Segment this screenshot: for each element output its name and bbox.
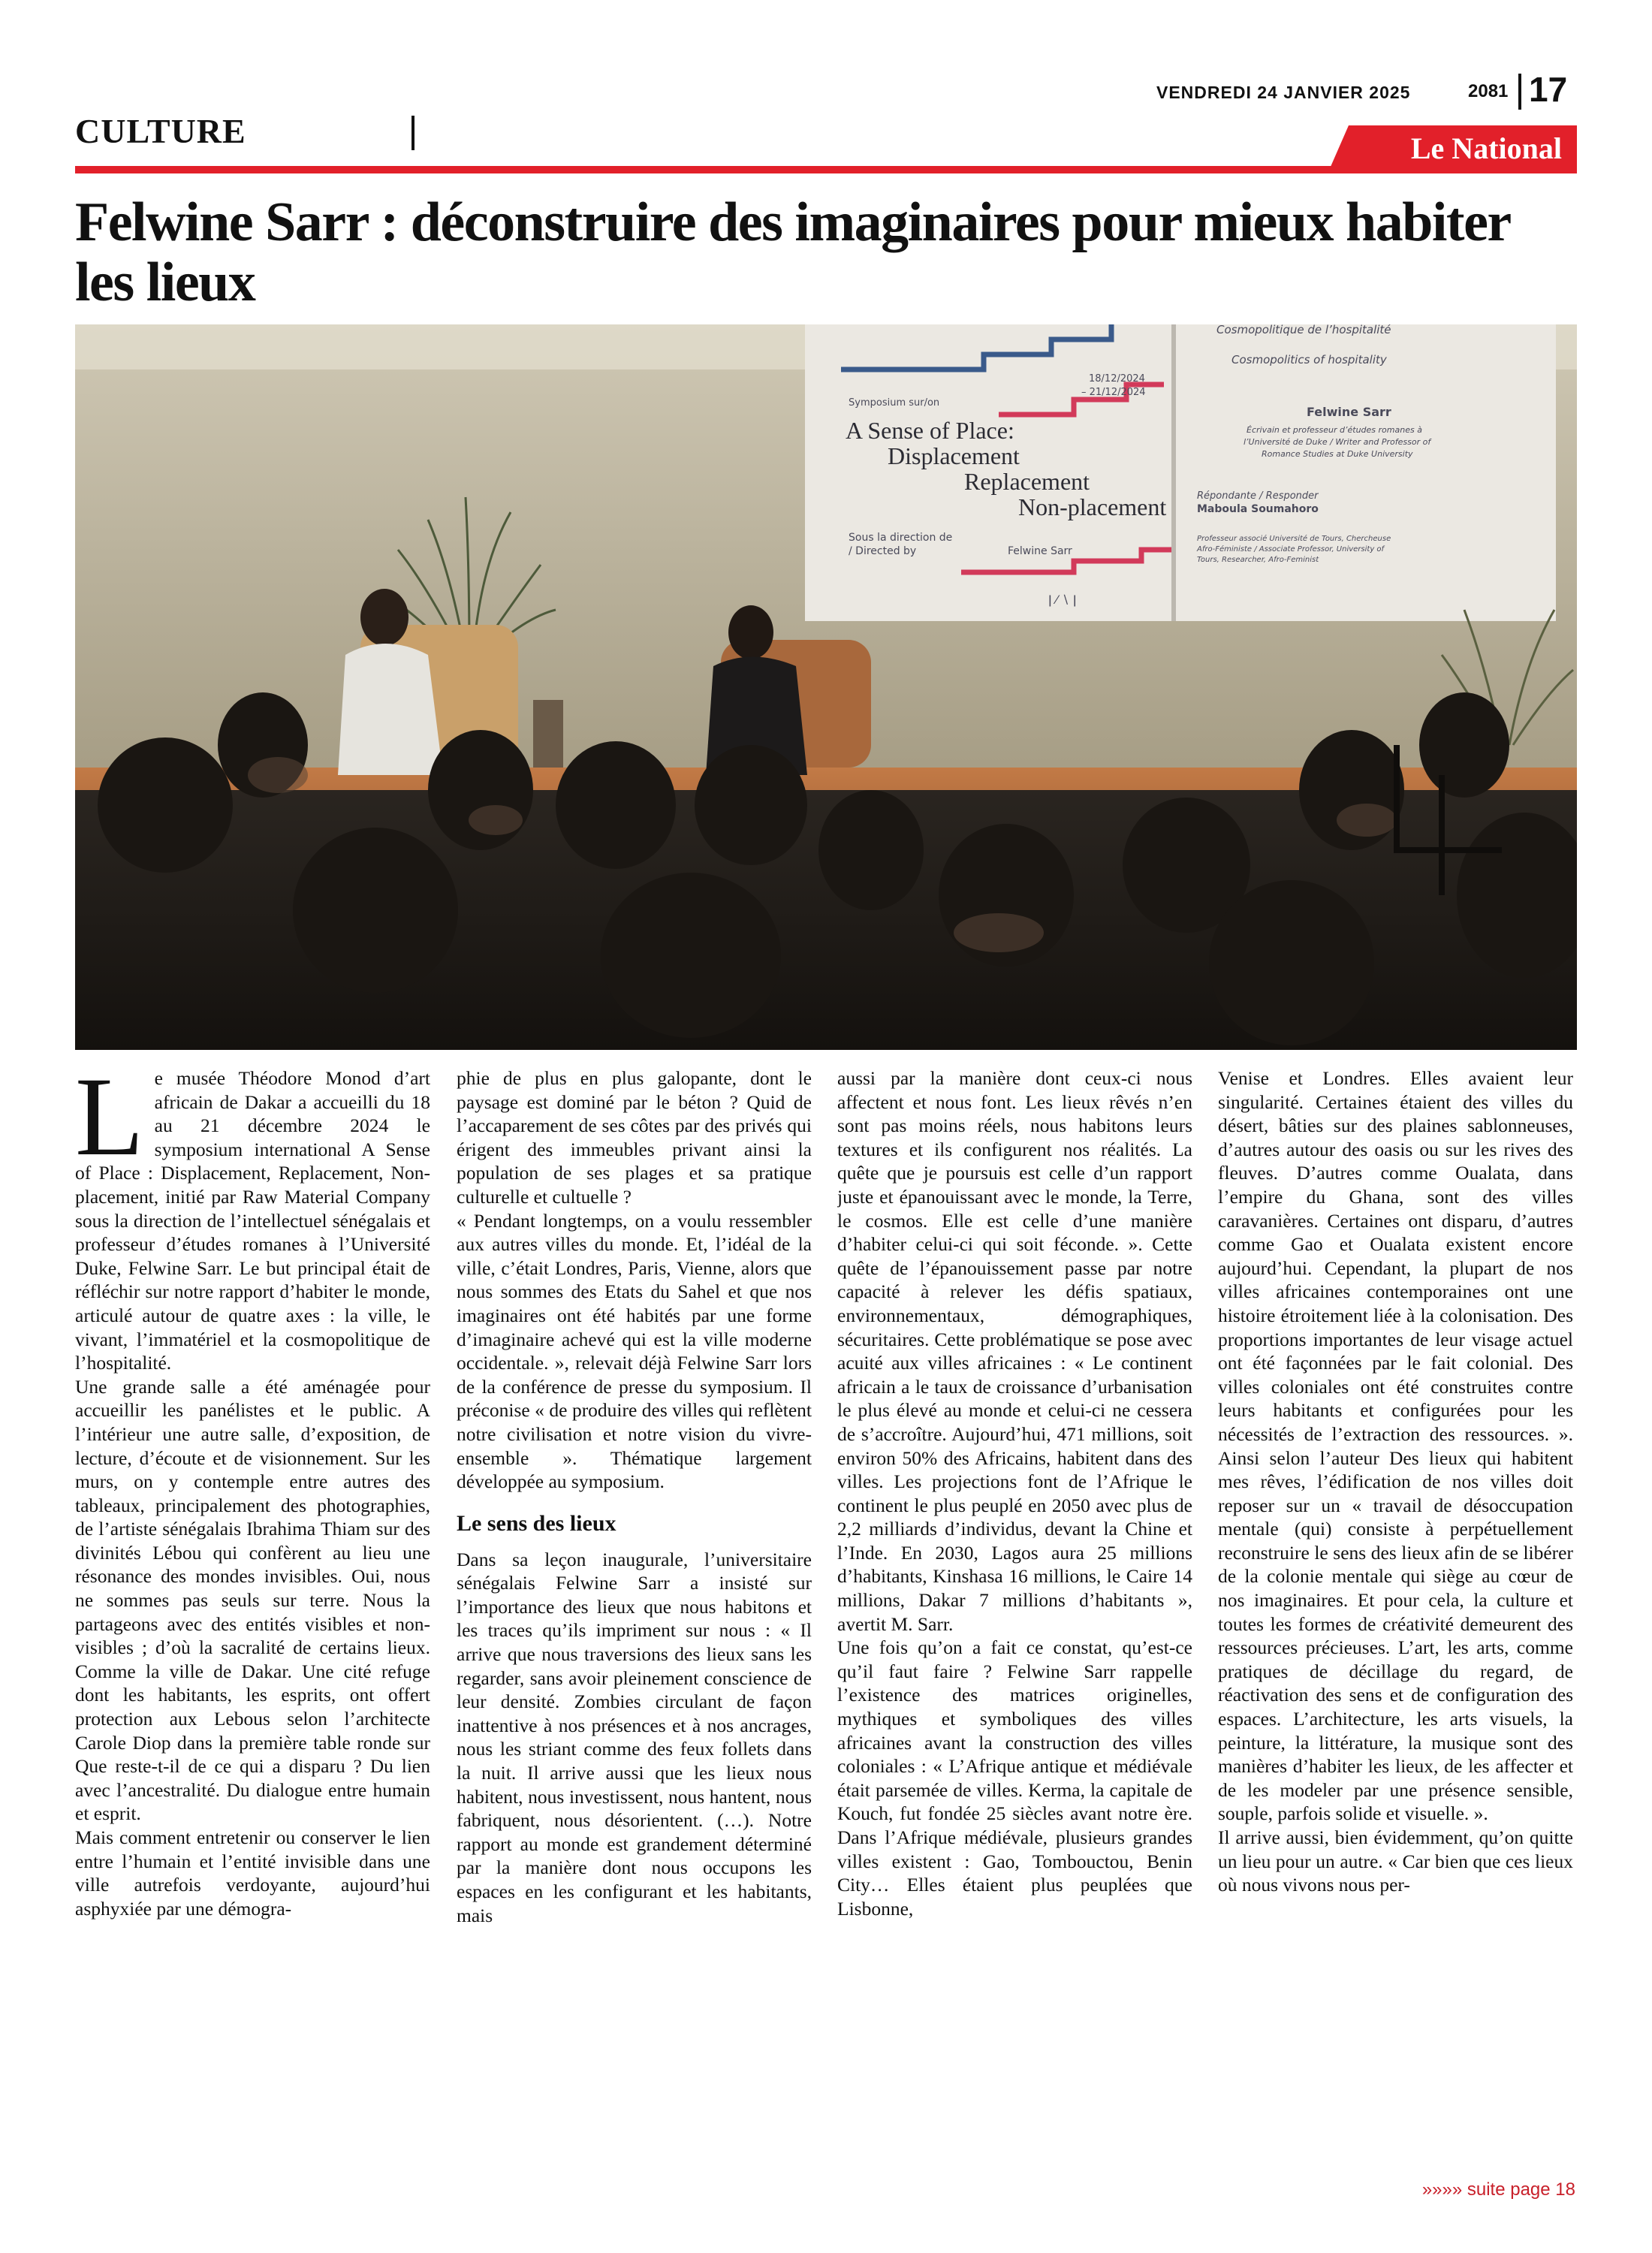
article-paragraph: Mais comment entretenir ou conserver le lien entre l’humain et l’entité invisible dans une ville autrefois verdoyante, aujourd’hui asphyxiée par une démogra- (75, 1826, 430, 1920)
drop-cap: L (75, 1066, 144, 1179)
slide-right-title-en: Cosmopolitics of hospitality (1231, 353, 1387, 366)
article-paragraph: Venise et Londres. Elles avaient leur singularité. Certaines étaient des villes du désert, bâties sur des plaines sablonneuses, d’autres autour des oasis ou sur les rives des fleuves. D’autres comme Oualata, dans l’empire du Ghana, sont des villes caravanières. Certaines ont disparu, d’autres comme Gao et Oualata existent encore aujourd’hui. Cependant, la plupart de nos villes africaines contemporaines ont une histoire étroitement liée à la colonisation. Des proportions importantes de leur visage actuel ont été façonnées par le fait colonial. Des villes coloniales ont été construites contre leurs habitants et configurées pour les nécessités de l’extraction des ressources. ». Ainsi selon l’auteur Des lieux qui habitent mes rêves, l’édification de nos villes doit reposer sur un « travail de désoccupation mentale (qui) consiste à perpétuellement reconstruire le sens des lieux afin de se libérer de la colonie mentale qui siège au cœur de nos imaginaires. Et pour cela, la culture et toutes les formes de créativité demeurent des ressources précieuses. L’art, les arts, comme pratiques de décillage du regard, de réactivation des sens et de configuration des espaces. L’architecture, les arts visuels, la peinture, la littérature, la musique sont des manières d’habiter les lieux, de les affecter et de les modeler par une présence sensible, souple, parfois solide et visuelle. ». (1218, 1067, 1573, 1825)
article-paragraph: Il arrive aussi, bien évidemment, qu’on quitte un lieu pour un autre. « Car bien que ces lieux où nous vivons nous per- (1218, 1826, 1573, 1896)
article-paragraph: Une grande salle a été aménagée pour accueillir les panélistes et le public. A l’intérieur une autre salle, d’exposition, de lecture, d’écoute et de visionnement. Sur les murs, on y contemple entre autres des tableaux, principalement des photographies, de l’artiste sénégalais Ibrahima Thiam sur des divinités Lébou qui confèrent au lieu une résonance des mondes invisibles. Oui, nous ne sommes pas seuls sur terre. Nous la partageons avec des entités visibles et non-visibles ; d’où la sacralité de certains lieux. Comme la ville de Dakar. Une cité refuge dont les habitants, les esprits, ont offert protection aux Lebous selon l’architecte Carole Diop dans la première table ronde sur Que reste-t-il de ce qui a disparu ? Du lien avec l’ancestralité. Du dialogue entre humain et esprit. (75, 1375, 430, 1825)
article-column-1 (75, 1066, 430, 2178)
slide-director-label-2: / Directed by (849, 545, 917, 557)
slide-speaker-desc-1: Écrivain et professeur d’études romanes à (1247, 425, 1422, 435)
slide-speaker-name: Felwine Sarr (1307, 405, 1391, 419)
issue-date: VENDREDI 24 JANVIER 2025 (1156, 83, 1411, 102)
page-number-divider (1518, 74, 1521, 110)
speaker-1-shirt (338, 644, 443, 775)
article-paragraph: Le musée Théodore Monod d’art africain de Dakar a accueilli du 18 au 21 décembre 2024 le symposium international A Sense of Place : Displacement, Replacement, Non-placement, initié par Raw Material Company sous la direction de l’intellectuel sénégalais et professeur d’études romanes à l’Université Duke, Felwine Sarr. Le but principal était de réfléchir sur notre rapport d’habiter le monde, articulé autour de quatre axes : la ville, le vivant, l’immatériel et la cosmopolitique de l’hospitalité. (75, 1066, 430, 1374)
side-table (533, 700, 563, 768)
speaker-1-head (360, 589, 408, 646)
slide-title-4: Non-placement (1018, 493, 1167, 520)
slide-respondent-desc-3: Tours, Researcher, Afro-Feminist (1197, 556, 1319, 564)
continuation-link[interactable]: »»»» suite page 18 (1421, 2179, 1575, 2200)
slide-speaker-desc-2: l’Université de Duke / Writer and Professor of (1244, 437, 1431, 447)
slide-respondent-name: Maboula Soumahoro (1197, 503, 1319, 515)
article-paragraph: Une fois qu’on a fait ce constat, qu’est-ce qu’il faut faire ? Felwine Sarr rappelle l’existence des matrices originelles, mythiques et symboliques des villes africaines avant la construction des villes coloniales : « L’Afrique antique et médiévale était parsemée de villes. Kerma, la capitale de Kouch, fut fondée 25 siècles avant notre ère. Dans l’Afrique médiévale, plusieurs grandes villes existent : Gao, Tombouctou, Benin City… Elles étaient plus peuplées que Lisbonne, (837, 1636, 1192, 1920)
article-column-3 (837, 1066, 1192, 2178)
slide-respondent-desc-2: Afro-Féministe / Associate Professor, University of (1197, 545, 1385, 553)
conference-scene (75, 324, 1577, 1050)
slide-title-1: A Sense of Place: (846, 417, 1014, 444)
slide-title-2: Displacement (888, 442, 1020, 469)
rubric-divider (411, 116, 415, 150)
slide-director-label-1: Sous la direction de (849, 532, 953, 544)
article-paragraph: Dans sa leçon inaugurale, l’universitaire sénégalais Felwine Sarr a insisté sur l’importance des lieux que nous habitons et les traces qu’ils impriment sur nous : « Il arrive que nous traversions des lieux sans les regarder, sans avoir pleinement conscience de leur densité. Zombies circulant de façon inattentive à nos présences et à nos ancrages, nous les striant comme des feux follets dans la nuit. Il arrive aussi que les lieux nous habitent, nous investissent, nous hantent, nous fabriquent, nous désorientent. (…). Notre rapport au monde est grandement déterminé par la manière dont nous occupons les espaces en les configurant et les habitants, mais (457, 1548, 812, 1926)
slide-respondent-label: Répondante / Responder (1197, 490, 1319, 502)
slide-right-title-fr: Cosmopolitique de l’hospitalité (1216, 324, 1391, 336)
slide-respondent-desc-1: Professeur associé Université de Tours, Chercheuse (1197, 535, 1391, 543)
article-paragraph: phie de plus en plus galopante, dont le paysage est dominé par le béton ? Quid de l’accaparement de ses côtes par des privés qui érigent des immeubles privant ainsi la population de ses plages et sa pratique culturelle et cultuelle ? (457, 1067, 812, 1208)
speaker-2-head (728, 605, 773, 659)
article-photo (75, 324, 1577, 1050)
issue-number: 2081 (1468, 81, 1509, 101)
slide-symposium-label: Symposium sur/on (849, 397, 940, 409)
slide-speaker-desc-3: Romance Studies at Duke University (1262, 449, 1413, 459)
slide-director-name: Felwine Sarr (1008, 545, 1072, 557)
projection-screen (805, 324, 1556, 621)
newspaper-brand: Le National (1410, 131, 1562, 165)
article-column-4 (1218, 1066, 1573, 2178)
article-subheading: Le sens des lieux (457, 1510, 616, 1536)
article-paragraph: aussi par la manière dont ceux-ci nous affectent et nous font. Les lieux rêvés n’en sont pas moins réels, nous habitons leurs textures et ils configurent nos réalités. La quête que je poursuis est celle d’un rapport juste et épanouissant avec le monde, la Terre, le cosmos. Elle est celle d’une manière d’habiter celui-ci qui soit féconde. ». Cette quête de l’épanouissement passe par notre capacité à relever les défis spatiaux, environnementaux, démographiques, sécuritaires. Cette problématique se pose avec acuité aux villes africaines : « Le continent africain a le taux de croissance d’urbanisation le plus élevé au monde et celui-ci ne cessera de s’accroître. Aujourd’hui, 471 millions, soit environ 50% des Africains, habitent dans des villes. Les projections font de l’Afrique le continent le plus peuplé en 2050 avec plus de 2,2 milliards d’individus, devant la Chine et l’Inde. En 2030, Lagos aura 25 millions d’habitants, Kinshasa 16 millions, le Caire 14 millions, Dakar 7 millions d’habitants », avertit M. Sarr. (837, 1067, 1192, 1635)
slide-date-start: 18/12/2024 (1089, 373, 1145, 385)
section-rubric: CULTURE (75, 112, 246, 150)
article-column-2 (457, 1066, 812, 2178)
slide-title-3: Replacement (964, 468, 1090, 495)
slide-date-end: – 21/12/2024 (1081, 387, 1146, 398)
slide-logos: ǀ ⁄ ∖ ǀ (1048, 593, 1077, 607)
article-paragraph: « Pendant longtemps, on a voulu ressembler aux autres villes du monde. Et, l’idéal de la ville, c’était Londres, Paris, Vienne, alors que nous sommes des Etats du Sahel et que nos imaginaires ont été habités par une forme d’imaginaire achevé qui est la ville moderne occidentale. », relevait déjà Felwine Sarr lors de la conférence de presse du symposium. Il préconise « de produire des villes qui reflètent notre civilisation et notre vision du vivre-ensemble ». Thématique largement développée au symposium. (457, 1209, 812, 1493)
article-headline: Felwine Sarr : déconstruire des imaginaires pour mieux habiter les lieux (75, 192, 1510, 313)
page-number: 17 (1529, 70, 1568, 109)
